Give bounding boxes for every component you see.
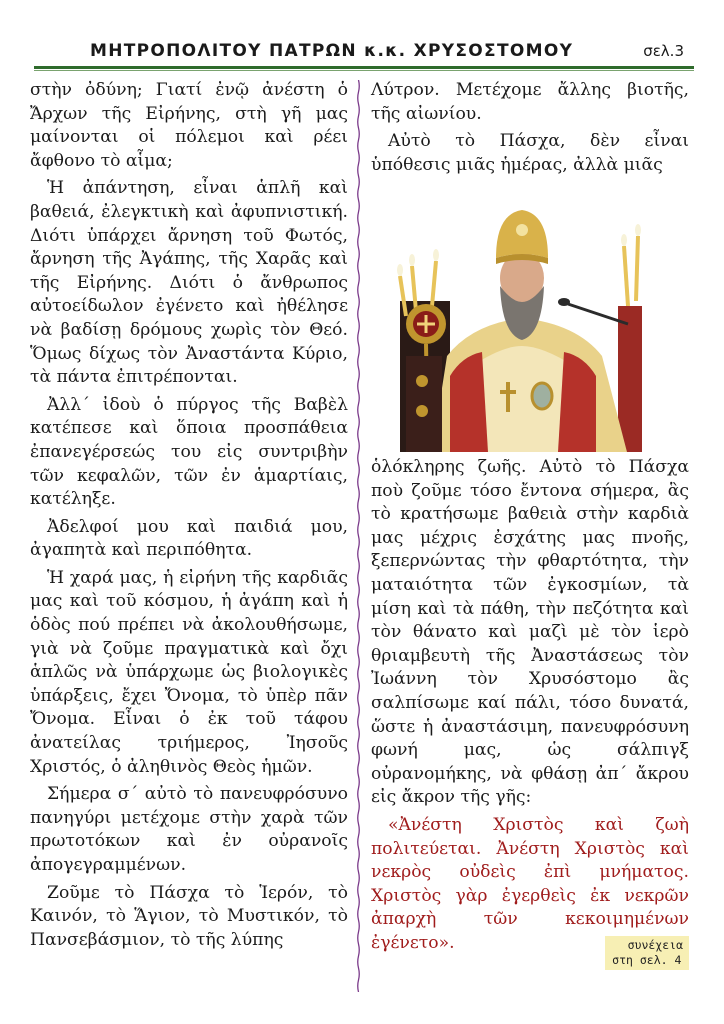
left-column <box>30 79 348 956</box>
header-title: ΜΗΤΡΟΠΟΛΙΤΟΥ ΠΑΤΡΩΝ κ.κ. ΧΡΥΣΟΣΤΟΜΟΥ <box>90 41 574 61</box>
microphone-icon <box>558 298 628 324</box>
paragraph: Σήμερα σ΄ αὐτὸ τὸ πανευφρόσυνο πανηγύρι μετέχομε στὴν χαρὰ τῶν πρωτοτόκων καὶ ἐν οὐρανοῖς ἀπογεγραμμένων. <box>30 784 348 875</box>
paragraph: Ἡ χαρά μας, ἡ εἰρήνη τῆς καρδιᾶς μας καὶ τοῦ κόσμου, ἡ ἀγάπη καὶ ἡ ὁδὸς πού πρέπει νὰ ἀκολουθήσωμε, γιὰ νὰ ζοῦμε πραγματικὰ καὶ ὄχι ἁπλῶς νὰ ὑπάρχωμε ὡς βιολογικὲς ὑπάρξεις, ἔχει Ὄνομα, τὸ ὑπὲρ πᾶν Ὄνομα. Εἶναι ὁ ἐκ τοῦ τάφου ἀνατείλας τριήμερος, Ἰησοῦς Χριστός, ὁ ἀληθινὸς Θεὸς ἡμῶν. <box>30 567 348 777</box>
column-divider <box>357 80 360 992</box>
metropolitan-photo <box>392 206 654 452</box>
continued-line-2: στη σελ. 4 <box>612 952 682 967</box>
page-header <box>34 38 694 64</box>
mitre-icon <box>496 210 548 264</box>
paragraph: στὴν ὀδύνη; Γιατί ἐνῷ ἀνέστη ὁ Ἄρχων τῆς Εἰρήνης, στὴ γῆ μας μαίνονται οἱ πόλεμοι καὶ ρέει ἄφθονο τὸ αἷμα; <box>30 80 348 171</box>
right-column-bottom <box>371 456 689 970</box>
header-rule <box>34 66 694 69</box>
paragraph: Ἀλλ΄ ἰδοὺ ὁ πύργος τῆς Βαβὲλ κατέπεσε καὶ ὅποια προσπάθεια ἐπανεγέρσεώς του εἰς συντριβὴν τῶν κεφαλῶν, τῶν ἐν ἁμαρτίαις, κατέληξε. <box>30 394 348 510</box>
continued-note <box>605 936 689 970</box>
paragraph: Ἀδελφοί μου καὶ παιδιά μου, ἀγαπητὰ καὶ περιπόθητα. <box>30 516 348 561</box>
paragraph: ὁλόκληρης ζωῆς. Αὐτὸ τὸ Πάσχα ποὺ ζοῦμε τόσο ἔντονα σήμερα, ἃς τὸ κρατήσωμε βαθειὰ στὴν καρδιὰ μας μέχρις ἐσχάτης μας πνοῆς, ξεπερνώντας τὴν φθαρτότητα, τὴν ματαιότητα τῶν ἐγκοσμίων, τὰ μίση καὶ τὰ πάθη, τὴν πεζότητα καὶ τὸν θάνατο καὶ μαζὶ μὲ τὸν ἱερὸ θριαμβευτὴ τῆς Ἀναστάσεως τὸν Ἰωάννη τὸν Χρυσόστομο ἂς σαλπίσωμε καί πάλι, τόσο δυνατά, ὥστε ἡ ἀναστάσιμη, πανευφρόσυνη φωνή μας, ὡς σάλπιγξ οὐρανομήκης, νὰ φθάσῃ ἀπ΄ ἄκρου εἰς ἄκρον τῆς γῆς: <box>371 457 689 808</box>
page-number: σελ.3 <box>643 42 684 60</box>
paragraph: Αὐτὸ τὸ Πάσχα, δὲν εἶναι ὑπόθεσις μιᾶς ἡμέρας, ἀλλὰ μιᾶς <box>371 131 689 175</box>
paragraph: Ἡ ἀπάντηση, εἶναι ἁπλῆ καὶ βαθειά, ἐλεγκτικὴ καὶ ἀφυπνιστική. Διότι ὑπάρχει ἄρνηση τοῦ Φωτός, ἄρνηση τῆς Ἀγάπης, τῆς Χαρᾶς καὶ τῆς Εἰρήνης. Διότι ὁ ἄνθρωπος αὐτοείδωλον ἐγένετο καὶ ἠθέλησε νὰ βαδίσῃ δρόμους χωρὶς τὸν Θεό. Ὅμως δίχως τὸν Ἀναστάντα Κύριο, τὰ πάντα ἐπιτρέπονται. <box>30 178 348 388</box>
paschal-quote <box>371 814 689 967</box>
ripidion-icon <box>406 304 446 452</box>
paragraph: Λύτρον. Μετέχομε ἄλλης βιοτῆς, τῆς αἰωνίου. <box>371 80 689 124</box>
continued-line-1: συνέχεια <box>627 937 683 952</box>
paragraph: Ζοῦμε τὸ Πάσχα τὸ Ἱερόν, τὸ Καινόν, τὸ Ἅγιον, τὸ Μυστικόν, τὸ Πανσεβάσμιον, τὸ τῆς λύπης <box>30 882 348 950</box>
quote-text: «Ἀνέστη Χριστὸς καὶ ζωὴ πολιτεύεται. Ἀνέστη Χριστὸς καὶ νεκρὸς οὐδεὶς ἐπὶ μνήματος. Χριστὸς γὰρ ἐγερθεὶς ἐκ νεκρῶν ἀπαρχὴ τῶν κεκοιμημένων ἐγένετο». <box>371 814 689 953</box>
header-rule-thin <box>34 70 694 71</box>
right-column-top <box>371 79 689 181</box>
candle-icon <box>618 224 642 452</box>
